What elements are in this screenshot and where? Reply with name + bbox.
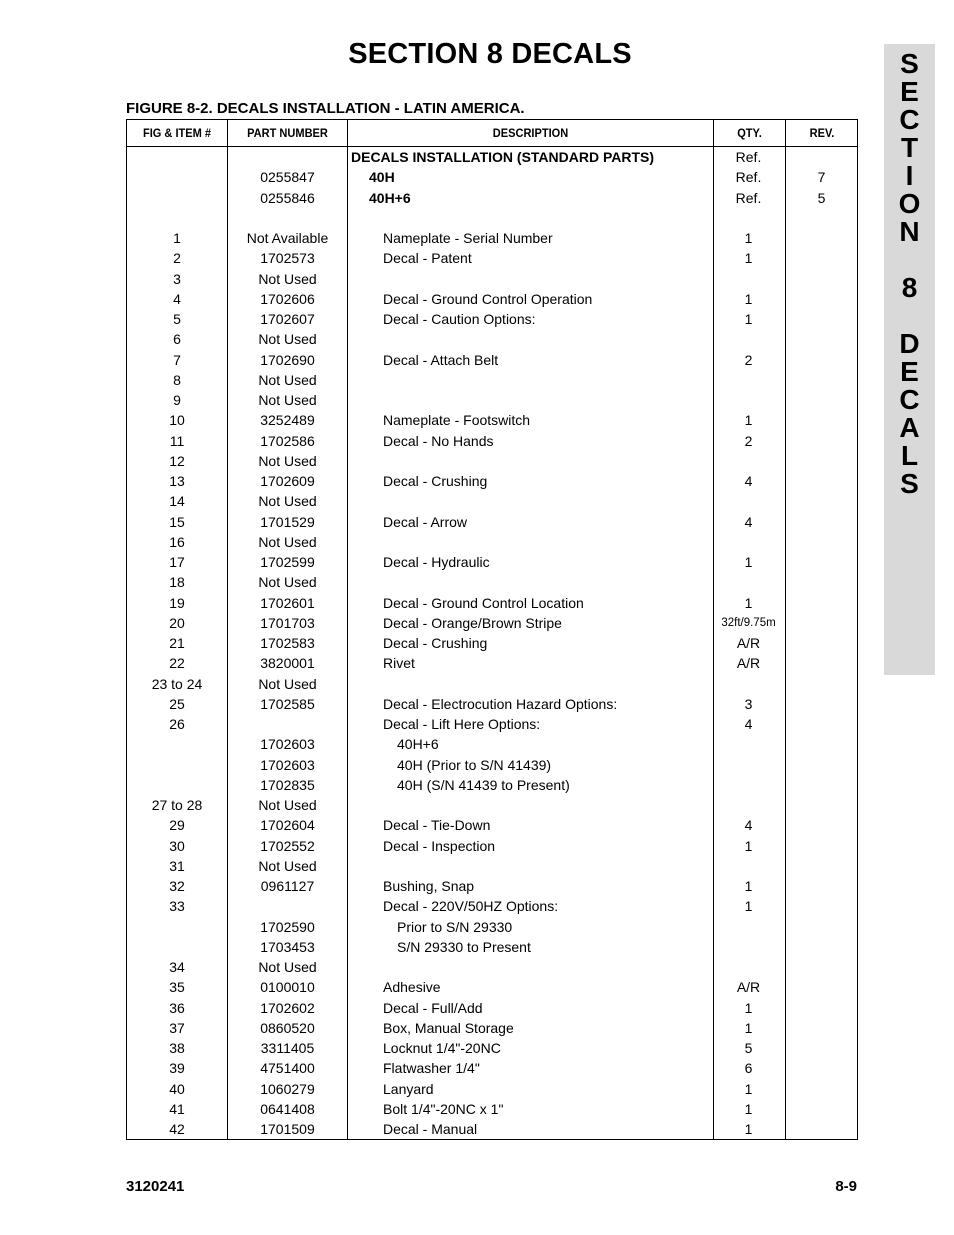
table-row — [127, 167, 857, 187]
fig-item-cell: 18 — [169, 574, 185, 591]
part-number-cell: 3820001 — [260, 655, 315, 672]
parts-table — [126, 119, 858, 1140]
part-number-cell: 3311405 — [260, 1040, 315, 1056]
fig-item-cell: 1 — [173, 230, 181, 246]
fig-item-cell: 22 — [169, 655, 185, 672]
description-cell: Decal - No Hands — [383, 432, 494, 449]
fig-item-cell: 25 — [169, 695, 185, 712]
table-row — [127, 917, 857, 937]
table-row — [127, 856, 857, 876]
description-cell: 40H+6 — [397, 736, 439, 753]
part-number-cell: Not Used — [258, 533, 317, 550]
part-number-cell: 1702573 — [260, 250, 315, 267]
table-row — [127, 633, 857, 653]
fig-item-cell: 16 — [169, 533, 185, 550]
fig-item-cell: 42 — [169, 1121, 185, 1137]
page-number: 8-9 — [835, 1178, 857, 1195]
part-number-cell: Not Used — [258, 493, 317, 510]
table-row — [127, 694, 857, 714]
fig-item-cell: 13 — [169, 473, 185, 489]
description-cell: Decal - Full/Add — [383, 999, 483, 1016]
part-number-cell: 1702604 — [260, 817, 315, 834]
side-tab-letter: E — [900, 76, 919, 107]
description-cell: Decal - Electrocution Hazard Options: — [383, 695, 618, 712]
side-tab-letter: E — [900, 356, 919, 387]
description-cell: DECALS INSTALLATION (STANDARD PARTS) — [351, 149, 655, 165]
part-number-cell: 1702583 — [260, 635, 315, 651]
part-number-cell: 1702601 — [260, 594, 315, 611]
table-row — [127, 289, 857, 309]
fig-item-cell: 20 — [169, 614, 185, 631]
table-row — [127, 734, 857, 754]
qty-cell: 1 — [744, 999, 753, 1016]
table-row — [127, 775, 857, 795]
qty-cell: 1 — [744, 1100, 753, 1117]
table-row — [127, 1018, 857, 1038]
qty-cell: 2 — [744, 351, 753, 368]
fig-item-cell: 4 — [173, 290, 181, 307]
part-number-cell: 0255847 — [260, 169, 315, 186]
fig-item-cell: 37 — [169, 1019, 185, 1036]
fig-item-cell: 33 — [169, 898, 185, 915]
table-row — [127, 228, 857, 248]
side-tab-letter: S — [900, 48, 919, 79]
description-cell: Locknut 1/4"-20NC — [383, 1040, 501, 1056]
qty-cell: 1 — [744, 290, 753, 307]
table-row — [127, 329, 857, 349]
qty-cell: Ref. — [735, 189, 762, 206]
fig-item-cell: 11 — [169, 432, 185, 449]
fig-item-cell: 31 — [169, 857, 185, 874]
fig-item-cell: 23 to 24 — [151, 675, 203, 692]
header-fig-item: FIG & ITEM # — [142, 126, 212, 140]
table-row — [127, 836, 857, 856]
table-row — [127, 1058, 857, 1078]
fig-item-cell: 26 — [169, 716, 185, 732]
part-number-cell: Not Used — [258, 270, 317, 287]
table-row — [127, 512, 857, 532]
table-row — [127, 269, 857, 289]
description-cell: Decal - Crushing — [383, 635, 488, 651]
table-row — [127, 431, 857, 451]
table-row — [127, 188, 857, 208]
table-row — [127, 714, 857, 734]
description-cell: 40H — [369, 169, 395, 186]
fig-item-cell: 5 — [173, 311, 181, 327]
side-tab-letter: A — [899, 412, 920, 443]
part-number-cell: Not Used — [258, 392, 317, 408]
part-number-cell: 1701703 — [260, 614, 315, 631]
header-part-number: PART NUMBER — [247, 126, 328, 140]
fig-item-cell: 3 — [173, 270, 181, 287]
fig-item-cell: 39 — [169, 1060, 185, 1077]
qty-cell: 1 — [744, 554, 753, 570]
side-tab-letter: O — [898, 188, 921, 219]
side-tab-letter: D — [899, 328, 920, 359]
part-number-cell: 1060279 — [260, 1080, 315, 1097]
description-cell: Decal - Inspection — [383, 837, 496, 854]
qty-cell: Ref. — [735, 169, 762, 186]
part-number-cell: Not Used — [258, 574, 317, 591]
description-cell: Decal - 220V/50HZ Options: — [383, 898, 559, 915]
part-number-cell: 0100010 — [260, 979, 315, 996]
fig-item-cell: 35 — [169, 979, 185, 996]
side-tab-letter: 8 — [901, 272, 918, 303]
rev-cell: 5 — [817, 189, 826, 206]
part-number-cell: Not Used — [258, 371, 317, 388]
table-row — [127, 937, 857, 957]
description-cell: Decal - Ground Control Location — [383, 594, 584, 611]
part-number-cell: 1702552 — [260, 837, 315, 854]
qty-cell: 1 — [744, 898, 753, 915]
table-row — [127, 370, 857, 390]
side-tab-letters — [884, 50, 935, 498]
part-number-cell: 1702602 — [260, 999, 315, 1016]
part-number-cell: Not Used — [258, 331, 317, 348]
fig-item-cell: 29 — [169, 817, 185, 834]
fig-item-cell: 34 — [169, 959, 185, 975]
description-cell: Rivet — [383, 655, 415, 672]
table-row — [127, 1119, 857, 1139]
table-row — [127, 1079, 857, 1099]
fig-item-cell: 10 — [169, 412, 185, 429]
header-description: DESCRIPTION — [492, 126, 569, 140]
table-row — [127, 208, 857, 228]
fig-item-cell: 15 — [169, 513, 185, 530]
part-number-cell: Not Used — [258, 675, 317, 692]
qty-cell: 6 — [744, 1060, 753, 1077]
fig-item-cell: 27 to 28 — [151, 797, 203, 813]
part-number-cell: 1701529 — [260, 513, 315, 530]
description-cell: Flatwasher 1/4" — [383, 1060, 480, 1077]
table-row — [127, 532, 857, 552]
table-row — [127, 350, 857, 370]
side-tab-letter: L — [900, 440, 919, 471]
fig-item-cell: 21 — [169, 635, 185, 651]
description-cell: Adhesive — [383, 979, 441, 996]
qty-cell: 4 — [744, 513, 753, 530]
document-number: 3120241 — [126, 1178, 185, 1195]
table-row — [127, 876, 857, 896]
fig-item-cell: 32 — [169, 878, 185, 894]
table-row — [127, 653, 857, 673]
section-side-tab — [884, 44, 935, 675]
qty-cell: 4 — [744, 716, 753, 732]
qty-cell: 1 — [744, 311, 753, 327]
table-header — [127, 120, 857, 147]
description-cell: Decal - Lift Here Options: — [383, 716, 541, 732]
side-tab-letter: N — [899, 216, 920, 247]
table-row — [127, 957, 857, 977]
fig-item-cell: 2 — [173, 250, 181, 267]
table-row — [127, 977, 857, 997]
table-body — [127, 147, 857, 1139]
fig-item-cell: 7 — [173, 351, 181, 368]
fig-item-cell: 38 — [169, 1040, 185, 1056]
qty-cell: A/R — [736, 635, 761, 651]
description-cell: 40H (S/N 41439 to Present) — [397, 776, 570, 793]
qty-cell: 3 — [744, 695, 753, 712]
description-cell: 40H+6 — [369, 189, 411, 206]
part-number-cell: 1702590 — [260, 918, 315, 935]
table-row — [127, 896, 857, 916]
fig-item-cell: 41 — [169, 1100, 185, 1117]
header-rev: REV. — [809, 126, 835, 140]
description-cell: Decal - Attach Belt — [383, 351, 499, 368]
part-number-cell: Not Used — [258, 959, 317, 975]
description-cell: Decal - Ground Control Operation — [383, 290, 593, 307]
part-number-cell: 1702607 — [260, 311, 315, 327]
part-number-cell: 1702603 — [260, 736, 315, 753]
part-number-cell: 1701509 — [260, 1121, 315, 1137]
fig-item-cell: 30 — [169, 837, 185, 854]
qty-cell: 1 — [744, 1121, 753, 1137]
table-row — [127, 572, 857, 592]
part-number-cell: 1703453 — [260, 938, 315, 955]
qty-cell: 1 — [744, 1019, 753, 1036]
qty-cell: 1 — [744, 250, 753, 267]
part-number-cell: Not Used — [258, 452, 317, 469]
fig-item-cell: 9 — [173, 392, 181, 408]
description-cell: Prior to S/N 29330 — [397, 918, 513, 935]
side-tab-letter: I — [905, 160, 914, 191]
part-number-cell: 1702599 — [260, 554, 315, 570]
part-number-cell: 0961127 — [260, 878, 315, 894]
side-tab-letter: T — [900, 132, 919, 163]
fig-item-cell: 36 — [169, 999, 185, 1016]
side-tab-letter: S — [900, 468, 919, 499]
qty-cell: 1 — [744, 837, 753, 854]
qty-cell: 1 — [744, 412, 753, 429]
description-cell: Decal - Caution Options: — [383, 311, 536, 327]
description-cell: 40H (Prior to S/N 41439) — [397, 756, 552, 773]
table-row — [127, 390, 857, 410]
part-number-cell: Not Used — [258, 797, 317, 813]
part-number-cell: 1702690 — [260, 351, 315, 368]
table-row — [127, 1099, 857, 1119]
part-number-cell: 1702585 — [260, 695, 315, 712]
fig-item-cell: 12 — [169, 452, 185, 469]
description-cell: Decal - Tie-Down — [383, 817, 491, 834]
part-number-cell: 1702835 — [260, 776, 315, 793]
table-row — [127, 815, 857, 835]
qty-cell: Ref. — [735, 149, 762, 165]
qty-cell: 4 — [744, 817, 753, 834]
qty-cell: 1 — [744, 878, 753, 894]
fig-item-cell: 6 — [173, 331, 181, 348]
part-number-cell: Not Used — [258, 857, 317, 874]
table-row — [127, 491, 857, 511]
fig-item-cell: 14 — [169, 493, 185, 510]
description-cell: Nameplate - Serial Number — [383, 230, 553, 246]
description-cell: Box, Manual Storage — [383, 1019, 514, 1036]
description-cell: Lanyard — [383, 1080, 434, 1097]
table-row — [127, 1038, 857, 1058]
qty-cell: 5 — [744, 1040, 753, 1056]
part-number-cell: 1702586 — [260, 432, 315, 449]
table-row — [127, 451, 857, 471]
description-cell: Decal - Manual — [383, 1121, 478, 1137]
qty-cell: A/R — [736, 655, 761, 672]
description-cell: Decal - Crushing — [383, 473, 488, 489]
qty-cell: A/R — [736, 979, 761, 996]
description-cell: Decal - Patent — [383, 250, 472, 267]
part-number-cell: 4751400 — [260, 1060, 315, 1077]
table-row — [127, 410, 857, 430]
part-number-cell: 1702609 — [260, 473, 315, 489]
fig-item-cell: 40 — [169, 1080, 185, 1097]
section-title: SECTION 8 DECALS — [348, 38, 632, 70]
part-number-cell: 1702606 — [260, 290, 315, 307]
header-qty: QTY. — [737, 126, 762, 140]
qty-cell: 1 — [744, 230, 753, 246]
part-number-cell: 0255846 — [260, 189, 315, 206]
table-row — [127, 613, 857, 633]
description-cell: Decal - Hydraulic — [383, 554, 490, 570]
description-cell: Decal - Orange/Brown Stripe — [383, 614, 562, 631]
table-row — [127, 552, 857, 572]
rev-cell: 7 — [817, 169, 826, 186]
table-row — [127, 674, 857, 694]
qty-cell: 1 — [744, 594, 753, 611]
qty-cell: 1 — [744, 1080, 753, 1097]
table-row — [127, 248, 857, 268]
table-row — [127, 593, 857, 613]
qty-cell: 32ft/9.75m — [721, 616, 776, 629]
description-cell: Decal - Arrow — [383, 513, 468, 530]
description-cell: Bolt 1/4"-20NC x 1" — [383, 1100, 504, 1117]
part-number-cell: 3252489 — [260, 412, 315, 429]
table-row — [127, 471, 857, 491]
fig-item-cell: 17 — [169, 554, 185, 570]
qty-cell: 4 — [744, 473, 753, 489]
fig-item-cell: 8 — [173, 371, 181, 388]
qty-cell: 2 — [744, 432, 753, 449]
side-tab-letter: C — [899, 384, 920, 415]
figure-caption: FIGURE 8-2. DECALS INSTALLATION - LATIN AMERICA. — [126, 100, 525, 117]
table-row — [127, 795, 857, 815]
table-row — [127, 755, 857, 775]
part-number-cell: Not Available — [246, 230, 329, 246]
fig-item-cell: 19 — [169, 594, 185, 611]
description-cell: S/N 29330 to Present — [397, 938, 531, 955]
table-row — [127, 147, 857, 167]
side-tab-letter: C — [899, 104, 920, 135]
part-number-cell: 1702603 — [260, 756, 315, 773]
description-cell: Bushing, Snap — [383, 878, 475, 894]
table-row — [127, 998, 857, 1018]
part-number-cell: 0641408 — [260, 1100, 315, 1117]
description-cell: Nameplate - Footswitch — [383, 412, 531, 429]
part-number-cell: 0860520 — [260, 1019, 315, 1036]
table-row — [127, 309, 857, 329]
